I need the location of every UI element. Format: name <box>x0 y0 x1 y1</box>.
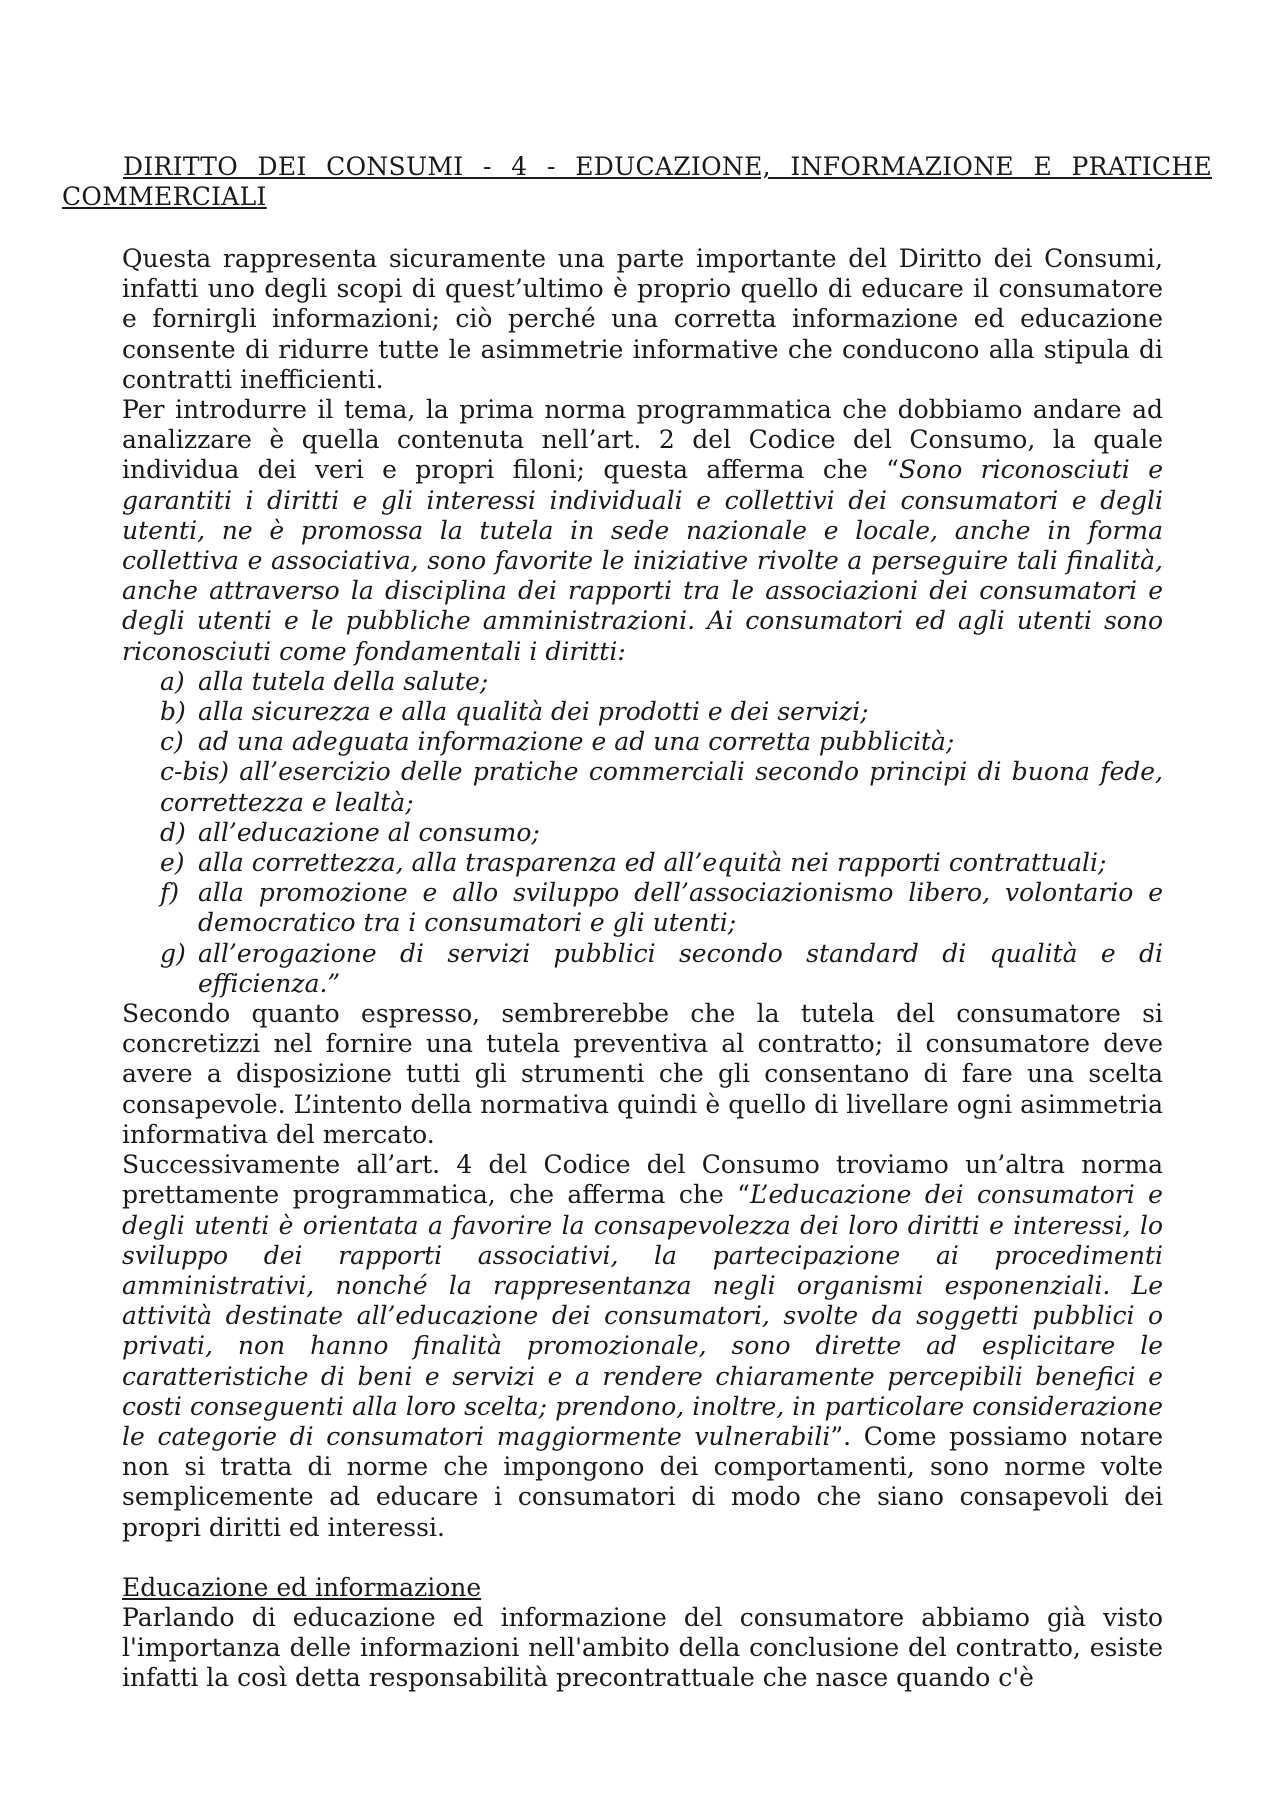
list-item <box>160 757 1163 817</box>
list-text: ad una adeguata informazione e ad una corretta pubblicità; <box>198 727 955 757</box>
art4-paragraph <box>122 1150 1163 1543</box>
list-text: alla promozione e allo sviluppo dell’associazionismo libero, volontario e democratico tra i consumatori e gli utenti; <box>198 878 1163 938</box>
art4-tail: ”. Come possiamo notare non si tratta di norme che impongono dei comportamenti, sono norme volte semplicemente ad educare i consumatori di modo che siano consapevoli dei propri diritti ed interessi. <box>122 1421 1163 1542</box>
list-item <box>160 818 1163 848</box>
list-item <box>160 697 1163 727</box>
art4-quote: L’educazione dei consumatori e degli utenti è orientata a favorire la consapevolezza dei loro diritti e interessi, lo sviluppo dei rapporti associativi, la partecipazione ai procedimenti amministrativi, nonché la rappresentanza negli organismi esponenziali. Le attività destinate all’educazione dei consumatori, svolte da soggetti pubblici o privati, non hanno finalità promozionale, sono dirette ad esplicitare le caratteristiche di beni e servizi e a rendere chiaramente percepibili benefici e costi conseguenti alla loro scelta; prendono, inoltre, in particolare considerazione le categorie di consumatori maggiormente vulnerabili <box>122 1180 1163 1451</box>
section-heading: Educazione ed informazione <box>122 1572 482 1602</box>
section-paragraph: Parlando di educazione ed informazione del consumatore abbiamo già visto l'importanza delle informazioni nell'ambito della conclusione del contratto, esiste infatti la così detta responsabilità precontrattuale che nasce quando c'è <box>122 1602 1163 1693</box>
list-item <box>160 878 1163 938</box>
list-marker: b) <box>160 697 186 727</box>
list-text: alla tutela della salute; <box>198 666 489 696</box>
document-body <box>122 244 1163 1694</box>
list-marker: g) <box>160 938 186 968</box>
list-item <box>160 939 1163 999</box>
list-text: c-bis) all’esercizio delle pratiche commerciali secondo principi di buona fede, correttezza e lealtà; <box>160 757 1163 817</box>
document-title-line2: COMMERCIALI <box>62 182 267 211</box>
document-title-line1: DIRITTO DEI CONSUMI - 4 - EDUCAZIONE, INFORMAZIONE E PRATICHE <box>123 152 1212 181</box>
list-marker: c) <box>160 727 184 757</box>
art2-paragraph <box>122 395 1163 667</box>
list-text: all’educazione al consumo; <box>198 817 540 847</box>
list-text: alla sicurezza e alla qualità dei prodotti e dei servizi; <box>198 697 869 727</box>
document-title <box>62 152 1212 182</box>
art2-lead: Per introdurre il tema, la prima norma programmatica che dobbiamo andare ad analizzare è quella contenuta nell’art. 2 del Codice del Consumo, la quale individua dei veri e propri filoni; questa afferma che “ <box>122 395 1163 485</box>
intro-paragraph: Questa rappresenta sicuramente una parte importante del Diritto dei Consumi, infatti uno degli scopi di quest’ultimo è proprio quello di educare il consumatore e fornirgli informazioni; ciò perché una corretta informazione ed educazione consente di ridurre tutte le asimmetrie informative che conducono alla stipula di contratti inefficienti. <box>122 244 1163 394</box>
art2-quote: Sono riconosciuti e garantiti i diritti e gli interessi individuali e collettivi dei consumatori e degli utenti, ne è promossa la tutela in sede nazionale e locale, anche in forma collettiva e associativa, sono favorite le iniziative rivolte a perseguire tali finalità, anche attraverso la disciplina dei rapporti tra le associazioni dei consumatori e degli utenti e le pubbliche amministrazioni. Ai consumatori ed agli utenti sono riconosciuti come fondamentali i diritti: <box>122 455 1164 666</box>
list-text: alla correttezza, alla trasparenza ed all’equità nei rapporti contrattuali; <box>198 848 1107 878</box>
secondo-paragraph: Secondo quanto espresso, sembrerebbe che la tutela del consumatore si concretizzi nel fornire una tutela preventiva al contratto; il consumatore deve avere a disposizione tutti gli strumenti che gli consentano di fare una scelta consapevole. L’intento della normativa quindi è quello di livellare ogni asimmetria informativa del mercato. <box>122 999 1163 1149</box>
list-item <box>160 848 1163 878</box>
list-marker: d) <box>160 817 186 847</box>
list-item <box>160 727 1163 757</box>
list-marker: a) <box>160 666 185 696</box>
list-marker: e) <box>160 848 185 878</box>
list-marker: f) <box>160 878 180 908</box>
art4-lead: Successivamente all’art. 4 del Codice del Consumo troviamo un’altra norma prettamente programmatica, che afferma che “ <box>122 1150 1163 1210</box>
list-item <box>160 667 1163 697</box>
list-text: all’erogazione di servizi pubblici secondo standard di qualità e di efficienza.” <box>198 938 1163 998</box>
rights-list <box>122 667 1163 999</box>
